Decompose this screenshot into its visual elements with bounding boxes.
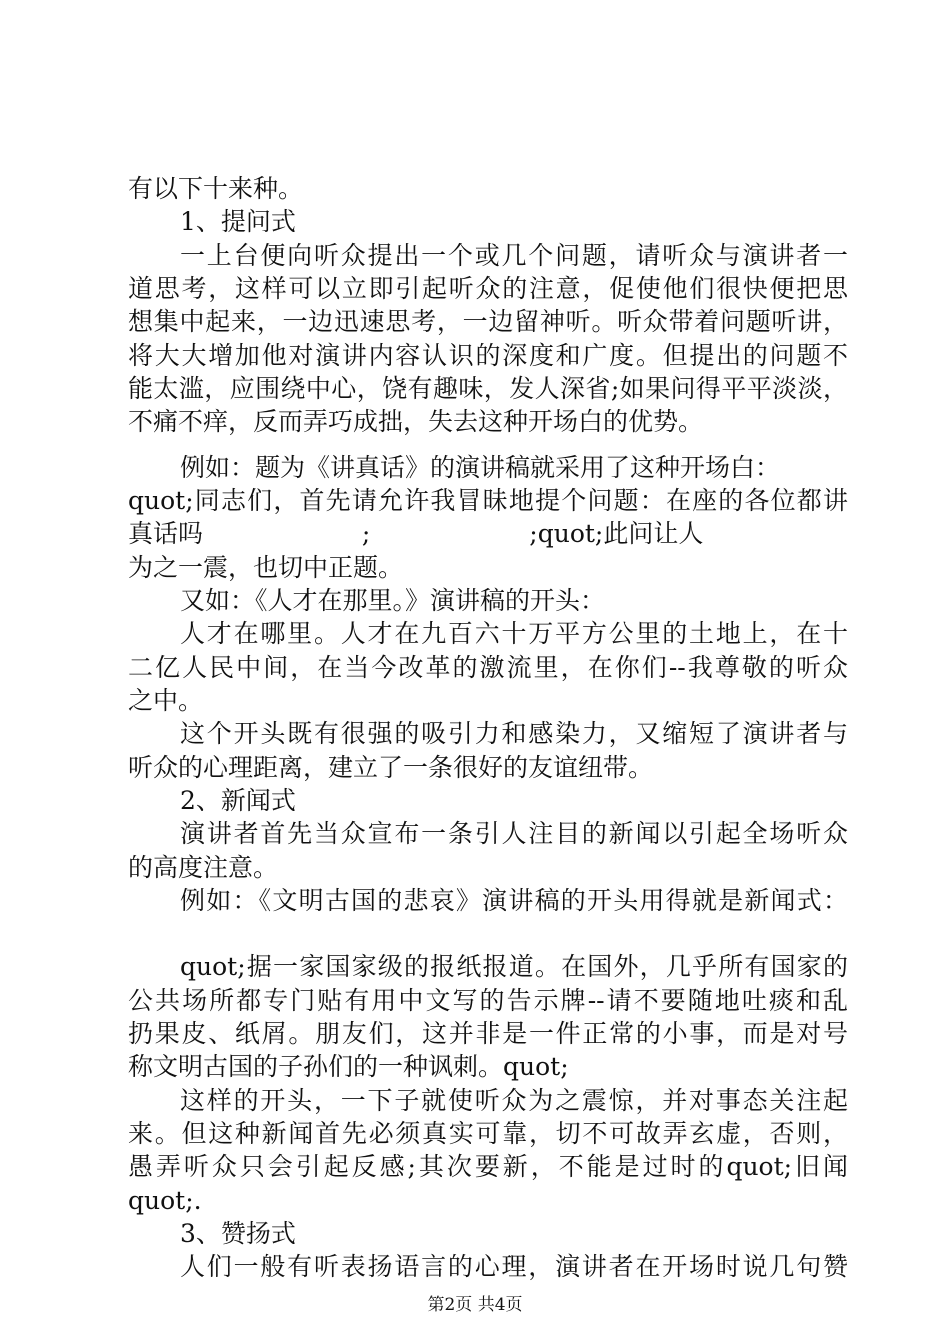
text-line: 将大大增加他对演讲内容认识的深度和广度。但提出的问题不 <box>128 341 848 370</box>
text-line: 愚弄听众只会引起反感;其次要新，不能是过时的quot;旧闻 <box>128 1152 848 1181</box>
text-line: 公共场所都专门贴有用中文写的告示牌--请不要随地吐痰和乱 <box>128 986 848 1015</box>
text-line: 人们一般有听表扬语言的心理，演讲者在开场时说几句赞 <box>180 1252 848 1281</box>
text-line: 道思考，这样可以立即引起听众的注意，促使他们很快便把思 <box>128 274 848 303</box>
text-line: 例如：《文明古国的悲哀》演讲稿的开头用得就是新闻式： <box>180 886 848 915</box>
text-line: 有以下十来种。 <box>128 174 304 203</box>
text-line: 真话吗 ; ;quot;此问让人 <box>128 519 704 548</box>
text-line: 听众的心理距离，建立了一条很好的友谊纽带。 <box>128 753 654 782</box>
section-heading: 3、赞扬式 <box>180 1219 296 1248</box>
text-line: quot;同志们，首先请允许我冒昧地提个问题：在座的各位都讲 <box>128 486 848 515</box>
text-line: 称文明古国的子孙们的一种讽刺。quot; <box>128 1052 569 1081</box>
text-line: 这样的开头，一下子就使听众为之震惊，并对事态关注起 <box>180 1086 848 1115</box>
text-line: 扔果皮、纸屑。朋友们，这并非是一件正常的小事，而是对号 <box>128 1019 848 1048</box>
text-line: quot;. <box>128 1186 202 1215</box>
text-line: 这个开头既有很强的吸引力和感染力，又缩短了演讲者与 <box>180 719 848 748</box>
text-line: 能太滥，应围绕中心，饶有趣味，发人深省;如果问得平平淡淡， <box>128 374 848 403</box>
text-line: quot;据一家国家级的报纸报道。在国外，几乎所有国家的 <box>180 952 848 981</box>
text-line: 一上台便向听众提出一个或几个问题，请听众与演讲者一 <box>180 241 848 270</box>
section-heading: 2、新闻式 <box>180 786 296 815</box>
text-line: 演讲者首先当众宣布一条引人注目的新闻以引起全场听众 <box>180 819 848 848</box>
text-line: 又如：《人才在那里。》演讲稿的开头： <box>180 586 606 615</box>
text-line: 想集中起来，一边迅速思考，一边留神听。听众带着问题听讲， <box>128 307 848 336</box>
text-line: 的高度注意。 <box>128 853 279 882</box>
text-line: 来。但这种新闻首先必须真实可靠，切不可故弄玄虚，否则， <box>128 1119 848 1148</box>
text-line: 人才在哪里。人才在九百六十万平方公里的土地上，在十 <box>180 619 848 648</box>
text-line: 例如：题为《讲真话》的演讲稿就采用了这种开场白： <box>180 453 781 482</box>
section-heading: 1、提问式 <box>180 207 296 236</box>
text-line: 不痛不痒，反而弄巧成拙，失去这种开场白的优势。 <box>128 407 704 436</box>
text-line: 之中。 <box>128 686 204 715</box>
text-line: 二亿人民中间，在当今改革的激流里，在你们--我尊敬的听众 <box>128 653 848 682</box>
page-number-footer: 第2页 共4页 <box>427 1295 523 1315</box>
text-line: 为之一震，也切中正题。 <box>128 553 404 582</box>
